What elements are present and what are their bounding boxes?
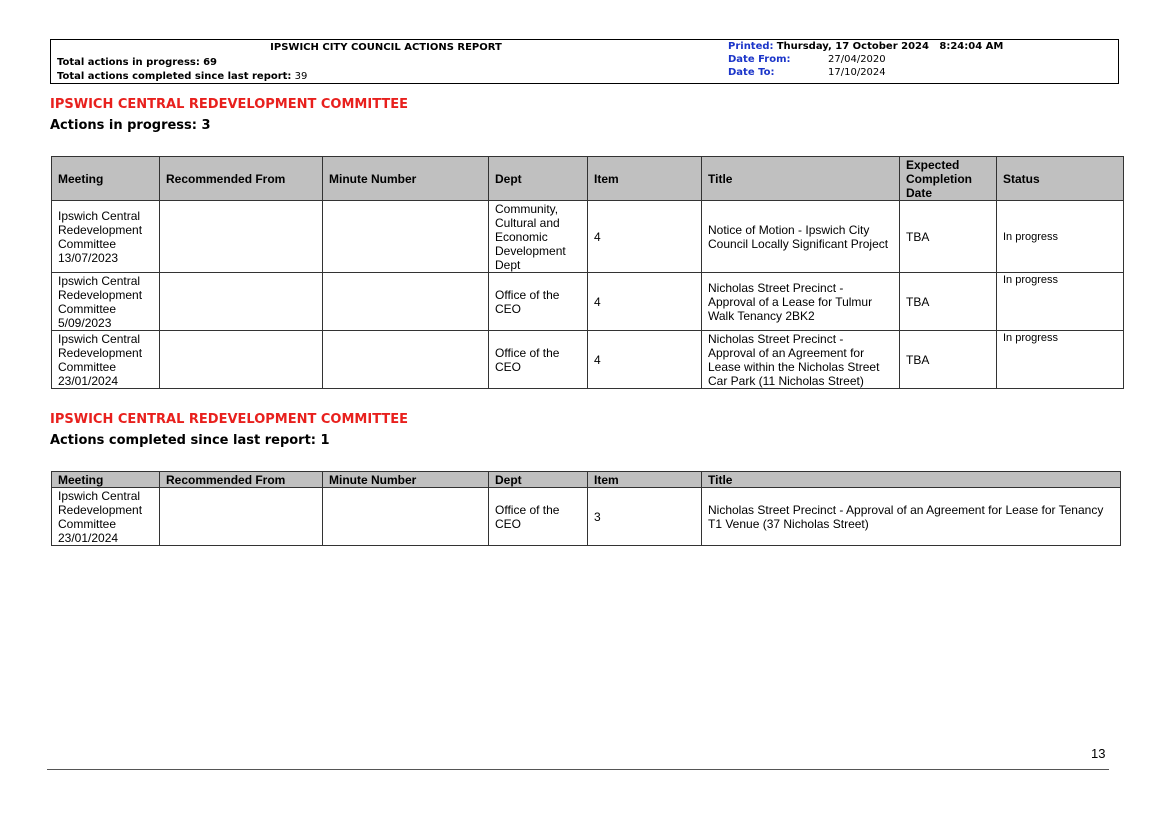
column-header: Status [997, 157, 1124, 201]
cell-meeting: Ipswich Central Redevelopment Committee 23/01/2024 [52, 488, 160, 546]
date-from-label: Date From: [728, 54, 791, 65]
cell-status: In progress [997, 331, 1124, 389]
cell-recommended-from [160, 488, 323, 546]
total-in-progress-label: Total actions in progress: [57, 57, 200, 68]
cell-minute-number [323, 331, 489, 389]
printed-row [728, 41, 1003, 52]
cell-dept: Office of the CEO [489, 488, 588, 546]
cell-title: Nicholas Street Precinct - Approval of a Lease for Tulmur Walk Tenancy 2BK2 [702, 273, 900, 331]
column-header: Minute Number [323, 472, 489, 488]
date-from-value: 27/04/2020 [828, 54, 886, 65]
column-header: Dept [489, 157, 588, 201]
column-header: Expected Completion Date [900, 157, 997, 201]
cell-minute-number [323, 201, 489, 273]
cell-minute-number [323, 488, 489, 546]
cell-expected-date: TBA [900, 201, 997, 273]
column-header: Meeting [52, 157, 160, 201]
total-in-progress-value: 69 [203, 57, 217, 68]
actions-completed-table [51, 471, 1121, 546]
report-title: IPSWICH CITY COUNCIL ACTIONS REPORT [270, 42, 502, 53]
cell-dept: Office of the CEO [489, 331, 588, 389]
column-header: Item [588, 472, 702, 488]
cell-title: Nicholas Street Precinct - Approval of an Agreement for Lease within the Nicholas Street Car Park (11 Nicholas Street) [702, 331, 900, 389]
section1-title: IPSWICH CENTRAL REDEVELOPMENT COMMITTEE [50, 97, 408, 112]
cell-expected-date: TBA [900, 273, 997, 331]
report-header [50, 39, 1119, 84]
cell-minute-number [323, 273, 489, 331]
cell-item: 3 [588, 488, 702, 546]
column-header: Title [702, 472, 1121, 488]
cell-item: 4 [588, 273, 702, 331]
column-header: Item [588, 157, 702, 201]
cell-recommended-from [160, 201, 323, 273]
cell-expected-date: TBA [900, 331, 997, 389]
actions-in-progress-table [51, 156, 1124, 389]
date-to-value: 17/10/2024 [828, 67, 886, 78]
table-row [52, 201, 1124, 273]
date-to-row [728, 67, 978, 78]
cell-dept: Community, Cultural and Economic Development Dept [489, 201, 588, 273]
column-header: Dept [489, 472, 588, 488]
cell-recommended-from [160, 273, 323, 331]
cell-title: Notice of Motion - Ipswich City Council Locally Significant Project [702, 201, 900, 273]
date-from-row [728, 54, 978, 65]
printed-label: Printed: [728, 41, 774, 52]
cell-item: 4 [588, 201, 702, 273]
table-row [52, 273, 1124, 331]
cell-status: In progress [997, 201, 1124, 273]
cell-recommended-from [160, 331, 323, 389]
section2-title: IPSWICH CENTRAL REDEVELOPMENT COMMITTEE [50, 412, 408, 427]
table-header-row [52, 157, 1124, 201]
footer-divider [47, 769, 1109, 770]
total-in-progress [57, 57, 217, 68]
cell-status: In progress [997, 273, 1124, 331]
cell-meeting: Ipswich Central Redevelopment Committee 13/07/2023 [52, 201, 160, 273]
column-header: Recommended From [160, 157, 323, 201]
cell-meeting: Ipswich Central Redevelopment Committee 5/09/2023 [52, 273, 160, 331]
total-completed-label: Total actions completed since last report: [57, 71, 292, 82]
column-header: Title [702, 157, 900, 201]
total-completed [57, 71, 307, 82]
cell-meeting: Ipswich Central Redevelopment Committee 23/01/2024 [52, 331, 160, 389]
cell-title: Nicholas Street Precinct - Approval of an Agreement for Lease for Tenancy T1 Venue (37 Nicholas Street) [702, 488, 1121, 546]
cell-dept: Office of the CEO [489, 273, 588, 331]
date-to-label: Date To: [728, 67, 775, 78]
page-number: 13 [1091, 746, 1106, 761]
table-row [52, 331, 1124, 389]
printed-value: Thursday, 17 October 2024 8:24:04 AM [776, 41, 1004, 52]
section2-subtitle: Actions completed since last report: 1 [50, 433, 330, 448]
column-header: Recommended From [160, 472, 323, 488]
cell-item: 4 [588, 331, 702, 389]
table-row [52, 488, 1121, 546]
total-completed-value: 39 [294, 71, 308, 82]
column-header: Meeting [52, 472, 160, 488]
table-header-row [52, 472, 1121, 488]
column-header: Minute Number [323, 157, 489, 201]
section1-subtitle: Actions in progress: 3 [50, 118, 211, 133]
